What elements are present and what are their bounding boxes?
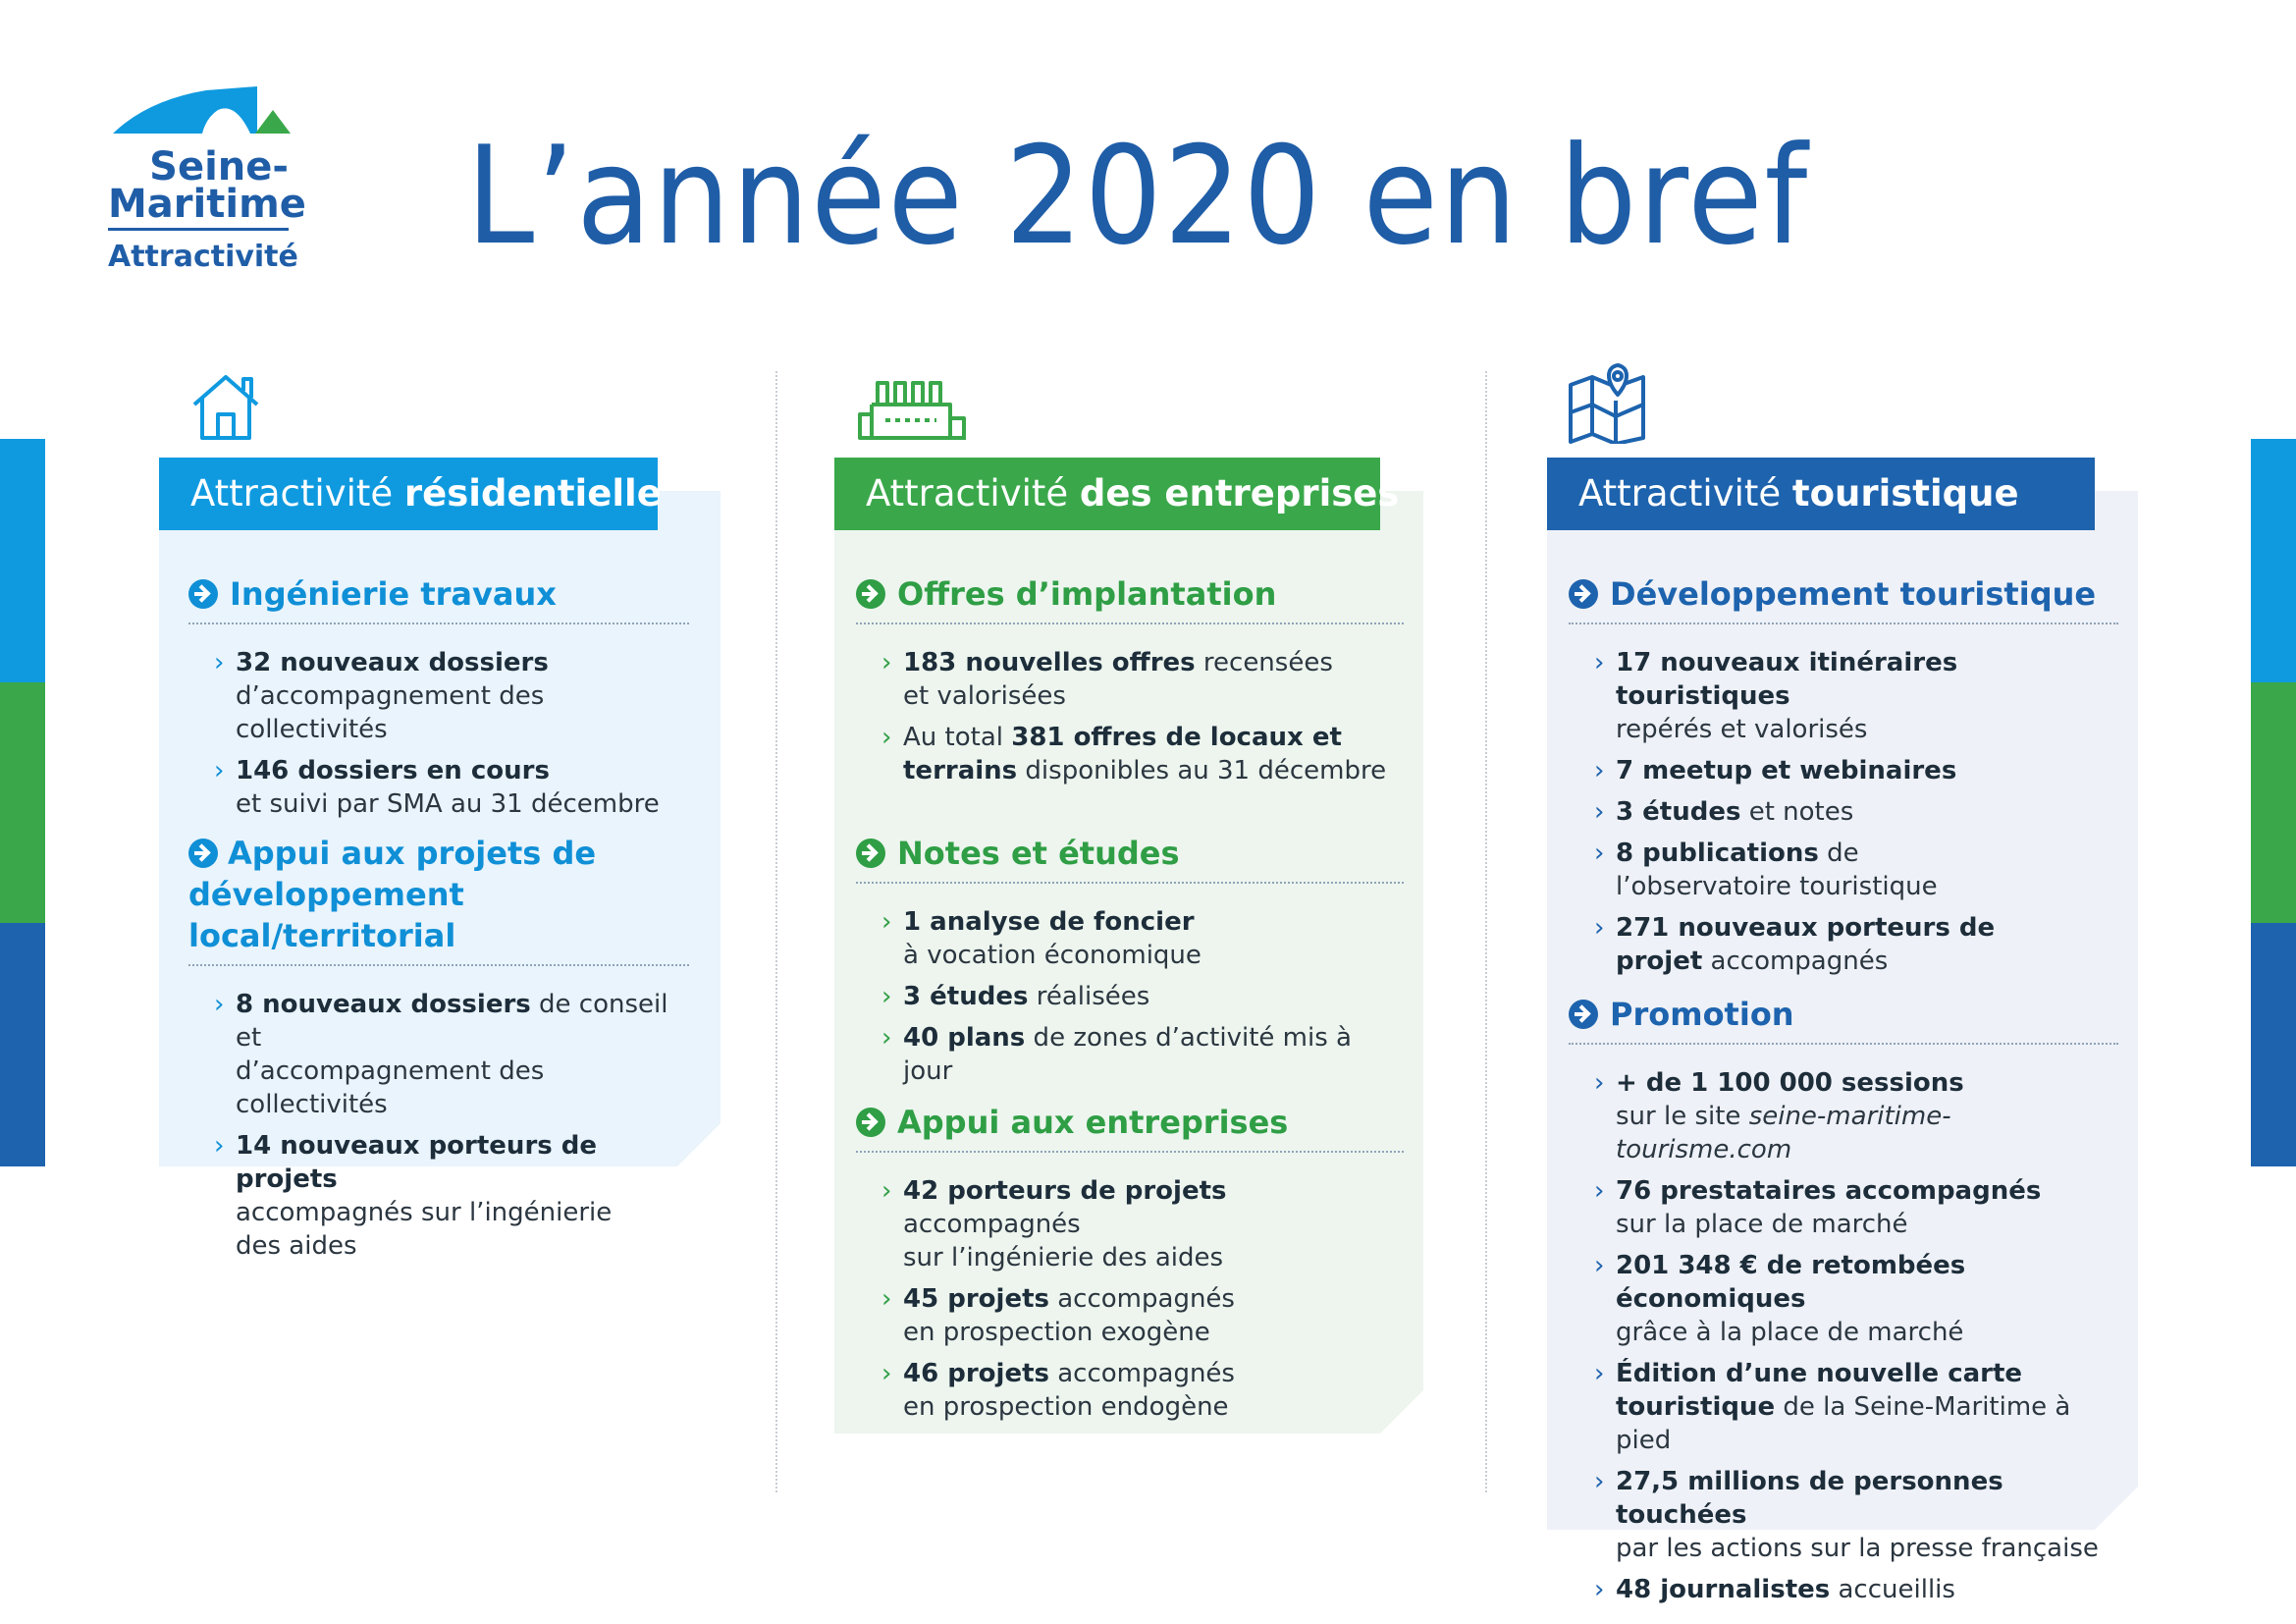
seine-maritime-logo — [108, 81, 306, 277]
logo-arch-icon — [108, 81, 294, 149]
banner-residential-light: Attractivité — [190, 472, 404, 514]
section-heading-text: Appui aux projets de développement local/territorial — [188, 835, 597, 954]
list-item: › + de 1 100 000 sessions sur le site seine-maritime-tourisme.com — [1594, 1068, 1964, 1164]
section-heading — [856, 573, 1404, 624]
list-item: › 3 études et notes — [1594, 797, 1854, 827]
chevron-right-icon: › — [1594, 1467, 1605, 1496]
chevron-right-icon: › — [1594, 913, 1605, 943]
section-promotion — [1569, 994, 2118, 1614]
section-offres-implantation — [856, 573, 1404, 795]
map-pin-icon — [1567, 361, 1649, 444]
list-item: › 3 études réalisées — [881, 982, 1150, 1011]
list-item: › 7 meetup et webinaires — [1594, 756, 1957, 785]
arrow-circle-icon — [188, 839, 218, 868]
list-item: › Au total 381 offres de locaux et terrains disponibles au 31 décembre — [881, 723, 1387, 785]
banner-residential — [159, 458, 662, 530]
banner-entreprises-light: Attractivité — [866, 472, 1080, 514]
section-heading-text: Développement touristique — [1610, 575, 2097, 613]
banner-entreprises — [834, 458, 1400, 530]
logo-subtitle: Attractivité — [108, 240, 298, 274]
list-item: › 45 projets accompagnés en prospection exogène — [881, 1284, 1235, 1347]
chevron-right-icon: › — [214, 990, 225, 1019]
left-stripe-blue — [0, 439, 45, 682]
chevron-right-icon: › — [881, 1176, 892, 1206]
section-appui-projets-local — [188, 833, 689, 1271]
arrow-circle-icon — [856, 839, 885, 868]
house-icon — [188, 371, 263, 442]
banner-residential-bold: résidentielle — [403, 472, 662, 514]
chevron-right-icon: › — [1594, 648, 1605, 677]
arrow-circle-icon — [856, 1108, 885, 1137]
section-developpement-touristique — [1569, 573, 2118, 986]
list-item: › 40 plans de zones d’activité mis à jour — [881, 1023, 1352, 1086]
list-item: › 17 nouveaux itinéraires touristiques repérés et valorisés — [1594, 648, 1958, 744]
list-item: › Édition d’une nouvelle carte touristique de la Seine-Maritime à pied — [1594, 1359, 2071, 1455]
arrow-circle-icon — [856, 579, 885, 609]
list-item: › 201 348 € de retombées économiques grâce à la place de marché — [1594, 1251, 1966, 1347]
list-item: › 8 nouveaux dossiers de conseil et d’accompagnement des collectivités — [214, 990, 668, 1119]
chevron-right-icon: › — [881, 723, 892, 752]
chevron-right-icon: › — [881, 1284, 892, 1314]
right-stripe-green — [2251, 682, 2296, 923]
list-item: › 48 journalistes accueillis — [1594, 1575, 1955, 1604]
right-stripe-navy — [2251, 923, 2296, 1166]
column-divider-2 — [1485, 371, 1487, 1492]
arrow-circle-icon — [188, 579, 218, 609]
chevron-right-icon: › — [214, 756, 225, 785]
section-notes-etudes — [856, 833, 1404, 1096]
chevron-right-icon: › — [881, 1359, 892, 1388]
section-heading-text: Appui aux entreprises — [897, 1104, 1289, 1141]
chevron-right-icon: › — [1594, 1251, 1605, 1280]
list-item: › 27,5 millions de personnes touchées par les actions sur la presse française — [1594, 1467, 2099, 1563]
list-item: › 46 projets accompagnés en prospection endogène — [881, 1359, 1235, 1422]
banner-touristique-bold: touristique — [1791, 472, 2019, 514]
section-heading — [856, 1102, 1404, 1153]
chevron-right-icon: › — [214, 1131, 225, 1161]
chevron-right-icon: › — [881, 907, 892, 937]
page-title: L’année 2020 en bref — [466, 117, 1809, 275]
chevron-right-icon: › — [1594, 756, 1605, 785]
chevron-right-icon: › — [1594, 1068, 1605, 1098]
section-heading-text: Promotion — [1610, 996, 1794, 1033]
logo-line-2: Maritime — [108, 185, 289, 231]
section-heading — [188, 833, 689, 966]
list-item: › 271 nouveaux porteurs de projet accompagnés — [1594, 913, 1996, 976]
section-heading — [188, 573, 689, 624]
section-heading-text: Offres d’implantation — [897, 575, 1277, 613]
chevron-right-icon: › — [214, 648, 225, 677]
banner-entreprises-bold: des entreprises — [1079, 472, 1400, 514]
chevron-right-icon: › — [881, 648, 892, 677]
chevron-right-icon: › — [1594, 839, 1605, 868]
chevron-right-icon: › — [1594, 797, 1605, 827]
arrow-circle-icon — [1569, 1000, 1598, 1029]
list-item: › 183 nouvelles offres recensées et valorisées — [881, 648, 1333, 711]
left-stripe-navy — [0, 923, 45, 1166]
section-heading — [856, 833, 1404, 884]
section-ingenierie-travaux — [188, 573, 689, 829]
chevron-right-icon: › — [1594, 1176, 1605, 1206]
factory-icon — [856, 375, 970, 442]
list-item: › 14 nouveaux porteurs de projets accompagnés sur l’ingénierie des aides — [214, 1131, 613, 1261]
section-heading-text: Notes et études — [897, 835, 1180, 872]
chevron-right-icon: › — [1594, 1359, 1605, 1388]
list-item: › 1 analyse de foncier à vocation économique — [881, 907, 1201, 970]
list-item: › 76 prestataires accompagnés sur la place de marché — [1594, 1176, 2042, 1239]
chevron-right-icon: › — [1594, 1575, 1605, 1604]
list-item: › 42 porteurs de projets accompagnés sur l’ingénierie des aides — [881, 1176, 1227, 1272]
chevron-right-icon: › — [881, 982, 892, 1011]
section-heading — [1569, 573, 2118, 624]
list-item: › 146 dossiers en cours et suivi par SMA au 31 décembre — [214, 756, 660, 819]
section-heading-text: Ingénierie travaux — [230, 575, 557, 613]
left-stripe-green — [0, 682, 45, 923]
section-heading — [1569, 994, 2118, 1045]
logo-line-1: Seine- — [149, 144, 289, 189]
banner-touristique-light: Attractivité — [1578, 472, 1792, 514]
list-item: › 32 nouveaux dossiers d’accompagnement des collectivités — [214, 648, 549, 744]
banner-touristique — [1547, 458, 2095, 530]
chevron-right-icon: › — [881, 1023, 892, 1053]
list-item: › 8 publications de l’observatoire touristique — [1594, 839, 1938, 901]
right-stripe-blue — [2251, 439, 2296, 682]
column-divider-1 — [775, 371, 777, 1492]
arrow-circle-icon — [1569, 579, 1598, 609]
section-appui-entreprises — [856, 1102, 1404, 1432]
